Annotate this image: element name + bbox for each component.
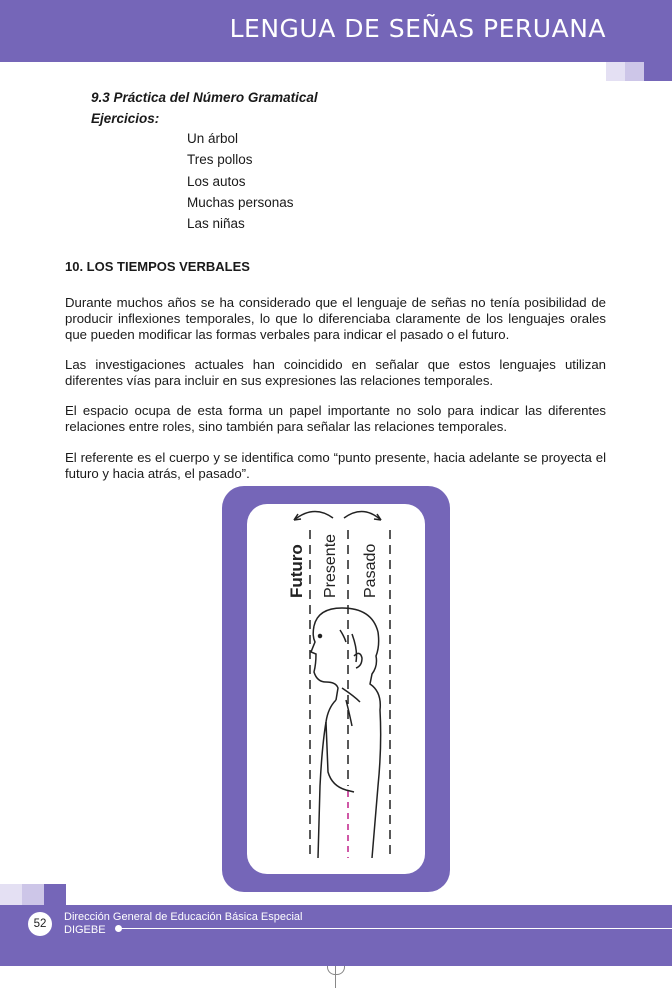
footer-decor-square (22, 884, 44, 905)
footer-decor-square (0, 884, 22, 905)
list-item: Un árbol (187, 131, 239, 146)
page-header (0, 0, 672, 62)
list-item: Tres pollos (187, 152, 253, 168)
paragraph: Durante muchos años se ha considerado que el lenguaje de señas no tenía posibilidad de producir inflexiones temporales, lo que lo diferenciaba claramente de los lenguajes orales que pueden modificar las formas verbales para indicar el pasado o el futuro. (65, 295, 606, 342)
list-item: Los autos (187, 173, 246, 189)
footer-text (64, 911, 302, 936)
paragraph: El referente es el cuerpo y se identifica como “punto presente, hacia adelante se proyecta el futuro y hacia atrás, el pasado”. (65, 450, 606, 481)
list-item: Muchas personas (187, 194, 294, 210)
header-title: LENGUA DE SEÑAS PERUANA (229, 14, 606, 43)
paragraph: Las investigaciones actuales han coincidido en señalar que estos lenguajes utilizan diferentes vías para incluir en sus expresiones las relaciones temporales. (65, 357, 606, 388)
exercises-label: Ejercicios: (91, 111, 160, 126)
list-item: Las niñas (187, 216, 245, 232)
header-decor-square (644, 62, 672, 81)
crop-mark-circle (327, 966, 345, 975)
page-number: 52 (28, 912, 52, 936)
paragraph: El espacio ocupa de esta forma un papel importante no solo para indicar las diferentes relaciones entre roles, sino también para señalar las relaciones temporales. (65, 403, 606, 434)
header-decor-square (606, 62, 625, 81)
header-decor-square (625, 62, 644, 81)
exercise-list (187, 130, 294, 236)
crop-mark-line (335, 966, 336, 988)
practice-heading: 9.3 Práctica del Número Gramatical (91, 90, 318, 105)
label-future: Futuro (287, 544, 306, 598)
label-present: Presente (322, 533, 339, 598)
label-past: Pasado (362, 543, 379, 598)
footer-acronym: DIGEBE (64, 923, 106, 936)
footer-rule (120, 928, 672, 929)
footer-decor-square (44, 884, 66, 905)
time-line-figure (222, 486, 450, 892)
section-heading: 10. LOS TIEMPOS VERBALES (65, 259, 250, 274)
footer-institution: Dirección General de Educación Básica Especial (64, 911, 303, 923)
